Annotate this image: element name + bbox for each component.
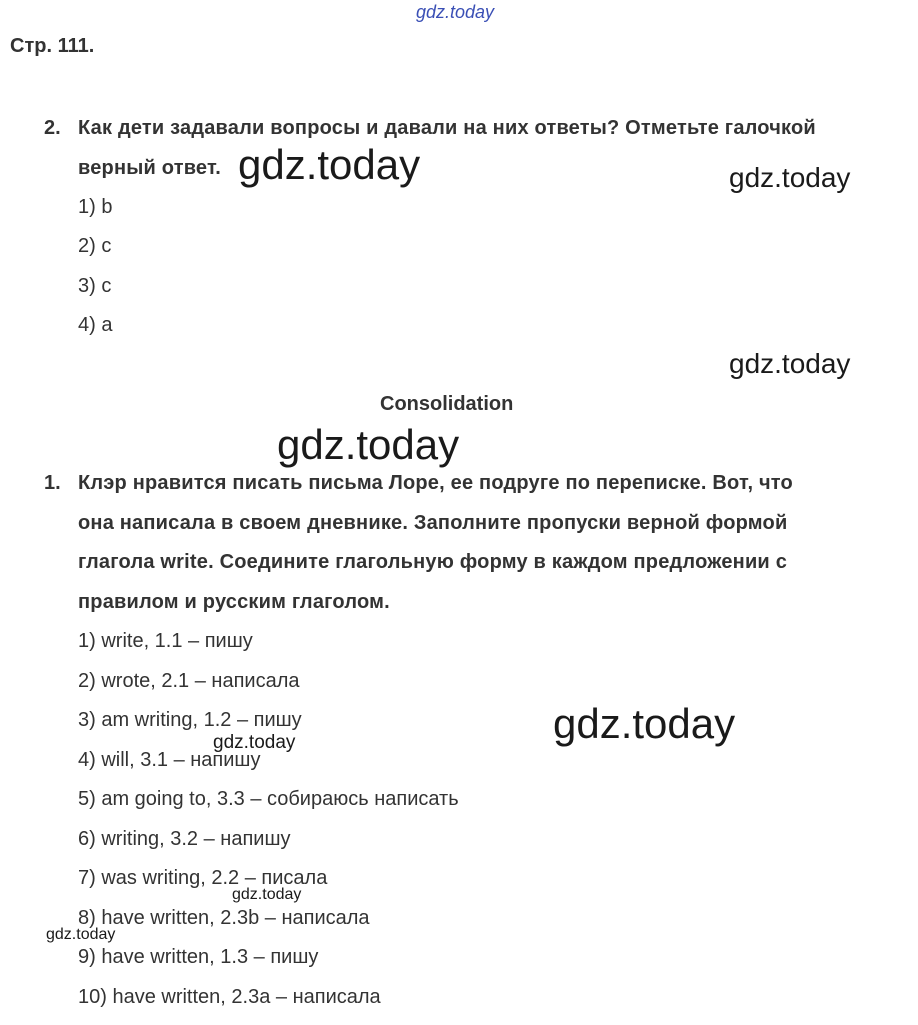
task2-answer-2: 2) c: [78, 235, 112, 257]
page-label: Стр. 111.: [10, 35, 95, 57]
task1-answer-5: 5) am going to, 3.3 – собираюсь написать: [78, 788, 459, 810]
task1-answer-8: 8) have written, 2.3b – написала: [78, 907, 370, 929]
task1-text-line4: правилом и русским глаголом.: [78, 591, 390, 613]
task1-text-line2: она написала в своем дневнике. Заполните пропуски верной формой: [78, 512, 788, 534]
task1-answer-1: 1) write, 1.1 – пишу: [78, 630, 253, 652]
task1-answer-2: 2) wrote, 2.1 – написала: [78, 670, 300, 692]
watermark-medium-2: gdz.today: [729, 348, 851, 379]
task1-answer-7: 7) was writing, 2.2 – писала: [78, 867, 328, 889]
watermark-medium-1: gdz.today: [729, 162, 851, 193]
task2-number: 2.: [44, 117, 61, 139]
task2-text-line1: Как дети задавали вопросы и давали на них ответы? Отметьте галочкой: [78, 117, 816, 139]
watermark-large-1: gdz.today: [238, 141, 421, 188]
task1-answer-3: 3) am writing, 1.2 – пишу: [78, 709, 302, 731]
task1-text-line1: Клэр нравится писать письма Лоре, ее подруге по переписке. Вот, что: [78, 472, 793, 494]
task1-text-line3: глагола write. Соедините глагольную форму в каждом предложении с: [78, 551, 788, 573]
section-title: Consolidation: [380, 393, 514, 415]
task1-answer-9: 9) have written, 1.3 – пишу: [78, 946, 319, 968]
task2-answer-4: 4) a: [78, 314, 113, 336]
watermark-small-3: gdz.today: [46, 926, 116, 943]
watermark-small-1: gdz.today: [213, 732, 296, 753]
watermark-small-2: gdz.today: [232, 886, 302, 903]
watermark-top: gdz.today: [416, 2, 495, 22]
watermark-large-2: gdz.today: [277, 421, 460, 468]
task1-answer-10: 10) have written, 2.3a – написала: [78, 986, 381, 1008]
task1-number: 1.: [44, 472, 61, 494]
task1-answer-4: 4) will, 3.1 – напишу: [78, 749, 261, 771]
task2-answer-3: 3) c: [78, 275, 112, 297]
watermark-large-3: gdz.today: [553, 700, 736, 747]
task2-text-line2: верный ответ.: [78, 157, 221, 179]
task1-answer-6: 6) writing, 3.2 – напишу: [78, 828, 291, 850]
task2-answer-1: 1) b: [78, 196, 113, 218]
